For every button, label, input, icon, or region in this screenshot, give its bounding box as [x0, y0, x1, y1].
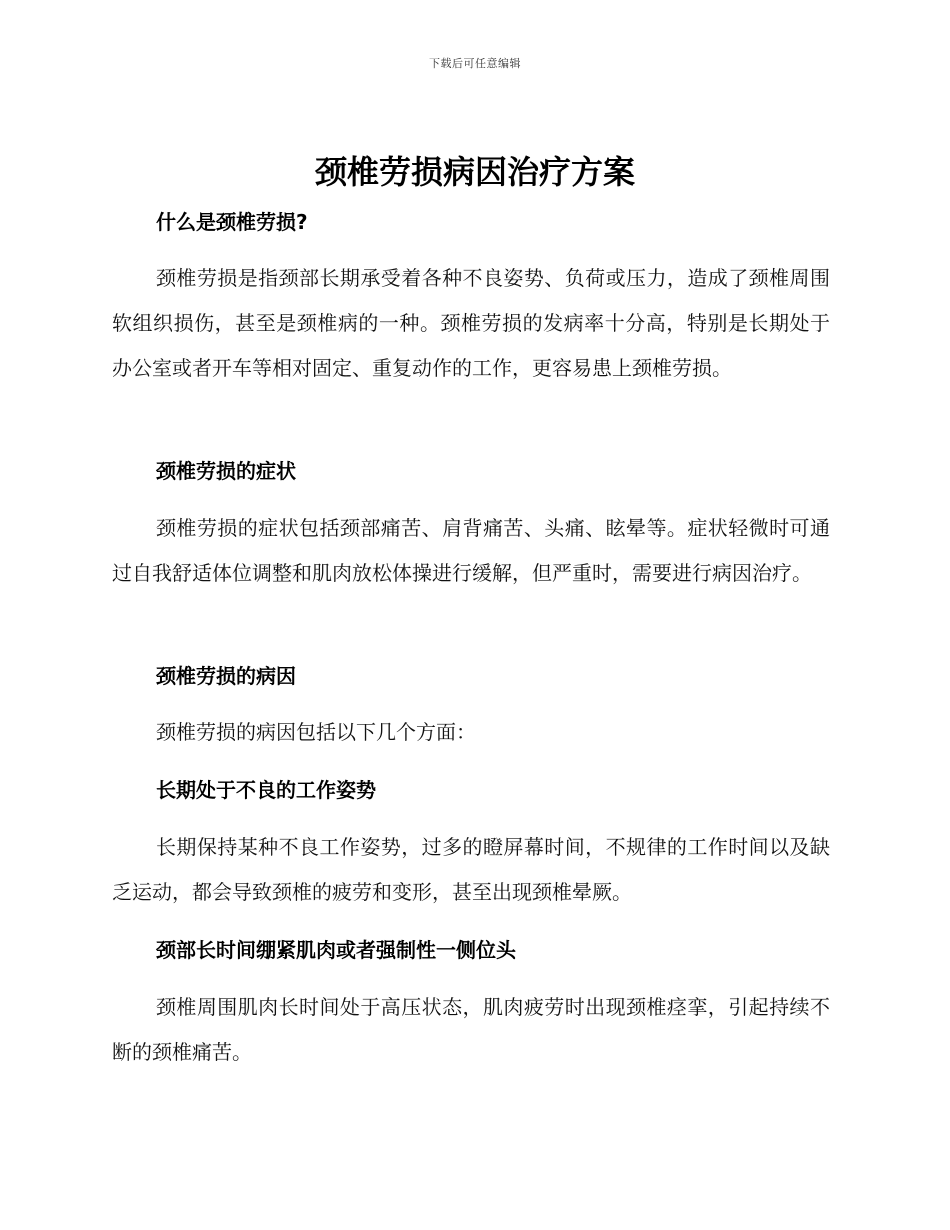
document-title: 颈椎劳损病因治疗方案: [314, 153, 635, 191]
section-heading-what-is: 什么是颈椎劳损?: [156, 210, 308, 234]
section-heading-causes: 颈椎劳损的病因: [156, 664, 296, 688]
section-paragraph-symptoms: 颈椎劳损的症状包括颈部痛苦、肩背痛苦、头痛、眩晕等。症状轻微时可通过自我舒适体位调整和肌肉放松体操进行缓解，但严重时，需要进行病因治疗。: [112, 516, 830, 585]
section-paragraph-neck-tension: 颈椎周围肌肉长时间处于高压状态，肌肉疲劳时出现颈椎痉挛，引起持续不断的颈椎痛苦。: [112, 995, 830, 1064]
page-header-note: 下载后可任意编辑: [429, 57, 521, 70]
section-paragraph-causes: 颈椎劳损的病因包括以下几个方面：: [156, 720, 476, 744]
section-heading-neck-tension: 颈部长时间绷紧肌肉或者强制性一侧位头: [156, 938, 516, 962]
section-paragraph-what-is: 颈椎劳损是指颈部长期承受着各种不良姿势、负荷或压力，造成了颈椎周围软组织损伤，甚至是颈椎病的一种。颈椎劳损的发病率十分高，特别是长期处于办公室或者开车等相对固定、重复动作的工作，更容易患上颈椎劳损。: [112, 266, 830, 380]
section-paragraph-posture: 长期保持某种不良工作姿势，过多的瞪屏幕时间，不规律的工作时间以及缺乏运动，都会导致颈椎的疲劳和变形，甚至出现颈椎晕厥。: [112, 835, 830, 904]
section-heading-symptoms: 颈椎劳损的症状: [156, 459, 296, 483]
section-heading-posture: 长期处于不良的工作姿势: [156, 778, 376, 802]
